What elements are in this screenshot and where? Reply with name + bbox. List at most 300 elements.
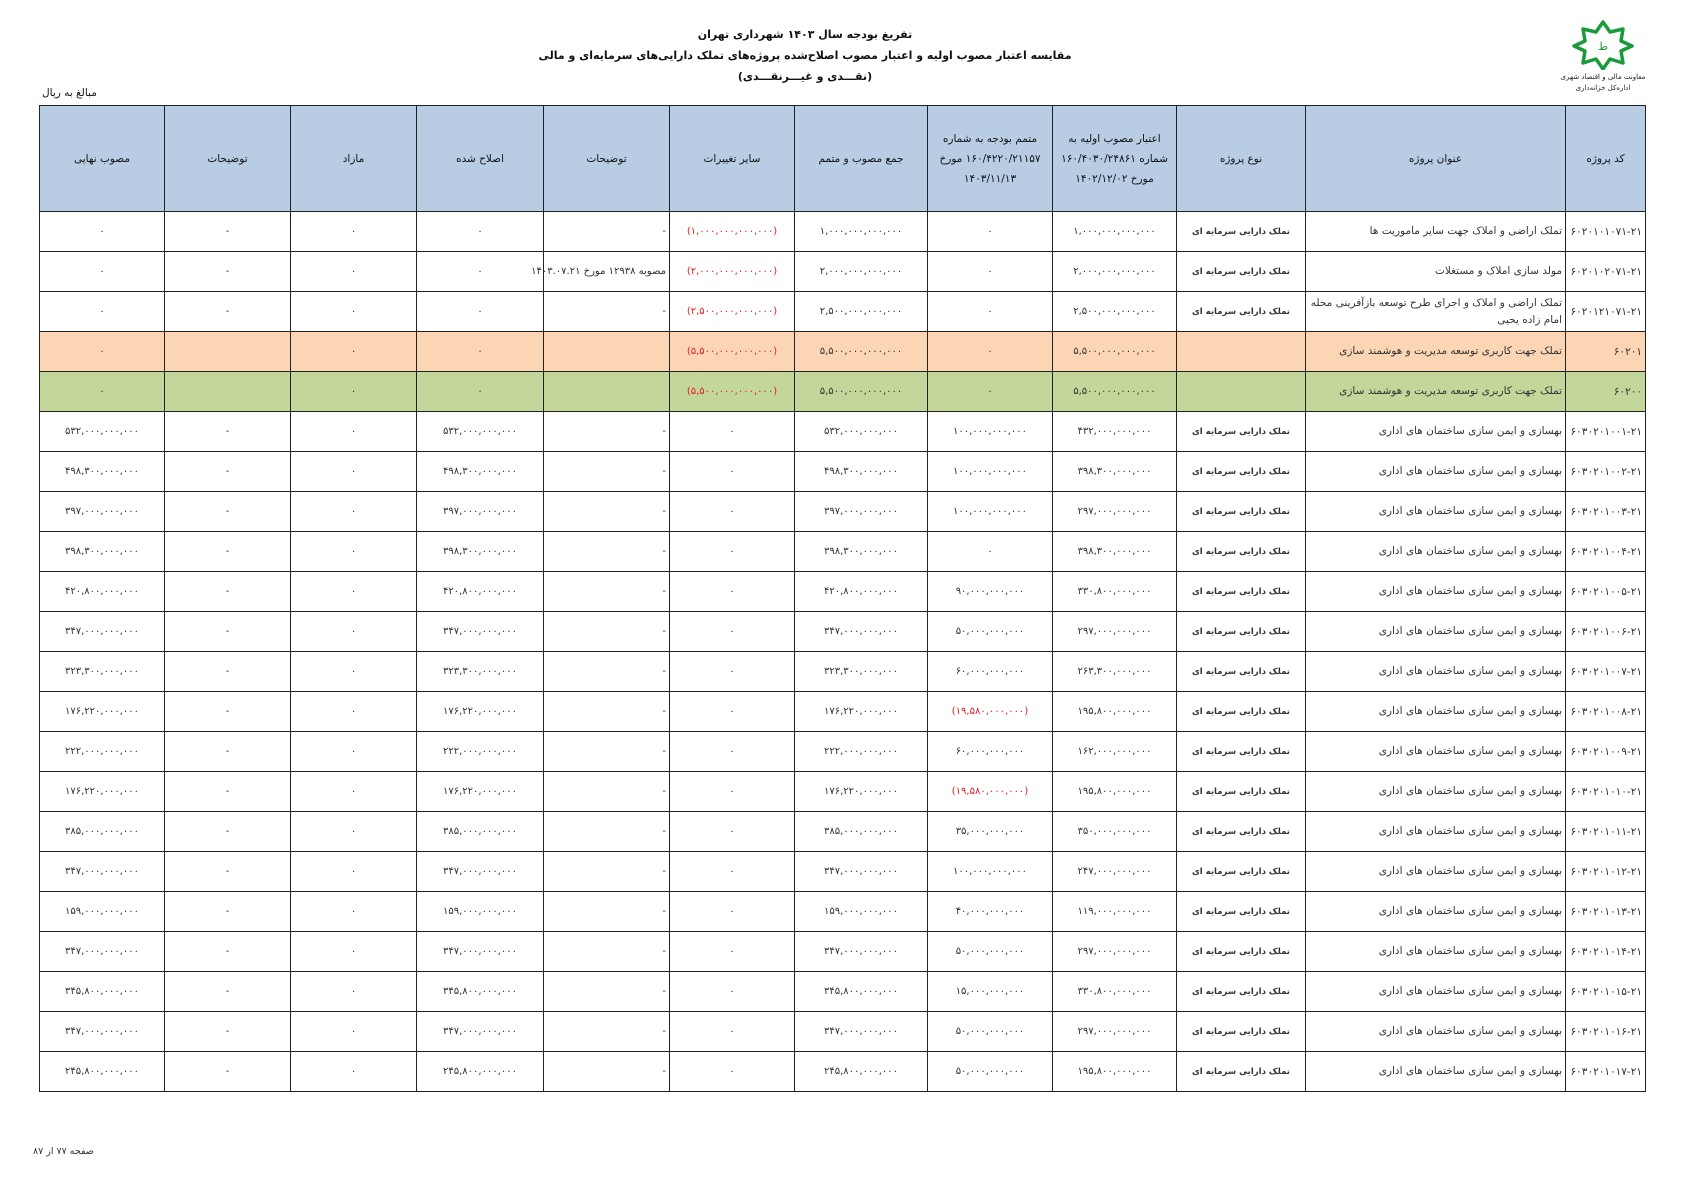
cell-other-changes: ۰ (670, 972, 795, 1012)
cell-project-title: بهسازی و ایمن سازی ساختمان های اداری (1306, 1012, 1566, 1052)
cell-notes-2: - (165, 292, 291, 332)
cell-other-changes: ۰ (670, 932, 795, 972)
cell-final-approved: ۰ (40, 332, 165, 372)
cell-other-changes: ۰ (670, 612, 795, 652)
cell-revised: ۳۴۷,۰۰۰,۰۰۰,۰۰۰ (417, 852, 544, 892)
project-code-text: ۶۰۳۰۲۰۱۰۰۶-۲۱ (1570, 625, 1642, 638)
cell-project-title: بهسازی و ایمن سازی ساختمان های اداری (1306, 412, 1566, 452)
cell-notes-2: - (165, 732, 291, 772)
cell-notes-2: - (165, 652, 291, 692)
project-code-text: ۶۰۳۰۲۰۱۰۰۳-۲۱ (1570, 505, 1642, 518)
cell-notes: - (544, 292, 670, 332)
cell-final-approved: ۳۹۸,۳۰۰,۰۰۰,۰۰۰ (40, 532, 165, 572)
cell-surplus: ۰ (291, 532, 417, 572)
project-code-text: ۶۰۳۰۲۰۱۰۱۲-۲۱ (1570, 865, 1642, 878)
cell-notes-2: - (165, 772, 291, 812)
cell-total-approved: ۲۲۲,۰۰۰,۰۰۰,۰۰۰ (795, 732, 928, 772)
cell-other-changes: ۰ (670, 1012, 795, 1052)
cell-project-title: بهسازی و ایمن سازی ساختمان های اداری (1306, 452, 1566, 492)
cell-project-type: تملک دارایی سرمایه ای (1177, 412, 1306, 452)
cell-other-changes: ۰ (670, 692, 795, 732)
cell-supplement: ۰ (928, 292, 1053, 332)
cell-project-code (1566, 252, 1646, 292)
cell-project-title: تملک جهت کاربری توسعه مدیریت و هوشمند سازی (1306, 332, 1566, 372)
cell-project-type (1177, 372, 1306, 412)
cell-project-type: تملک دارایی سرمایه ای (1177, 692, 1306, 732)
cell-total-approved: ۳۴۵,۸۰۰,۰۰۰,۰۰۰ (795, 972, 928, 1012)
cell-final-approved: ۳۴۷,۰۰۰,۰۰۰,۰۰۰ (40, 932, 165, 972)
cell-initial-approved: ۵,۵۰۰,۰۰۰,۰۰۰,۰۰۰ (1053, 372, 1177, 412)
table-row (40, 692, 1646, 732)
tehran-municipality-logo (1555, 20, 1651, 94)
cell-total-approved: ۴۲۰,۸۰۰,۰۰۰,۰۰۰ (795, 572, 928, 612)
cell-notes: - (544, 652, 670, 692)
cell-project-code (1566, 532, 1646, 572)
table-row (40, 532, 1646, 572)
cell-supplement: ۱۰۰,۰۰۰,۰۰۰,۰۰۰ (928, 452, 1053, 492)
cell-initial-approved: ۱,۰۰۰,۰۰۰,۰۰۰,۰۰۰ (1053, 212, 1177, 252)
svg-text:ط: ط (1597, 40, 1609, 53)
cell-revised: ۰ (417, 212, 544, 252)
table-header-row (40, 106, 1646, 212)
project-code-text: ۶۰۳۰۲۰۱۰۰۲-۲۱ (1570, 465, 1642, 478)
project-code-text: ۶۰۳۰۲۰۱۰۱۷-۲۱ (1570, 1065, 1642, 1078)
cell-final-approved: ۳۸۵,۰۰۰,۰۰۰,۰۰۰ (40, 812, 165, 852)
cell-notes-2: - (165, 412, 291, 452)
cell-total-approved: ۳۴۷,۰۰۰,۰۰۰,۰۰۰ (795, 1012, 928, 1052)
table-row (40, 612, 1646, 652)
cell-project-title: بهسازی و ایمن سازی ساختمان های اداری (1306, 732, 1566, 772)
cell-initial-approved: ۱۹۵,۸۰۰,۰۰۰,۰۰۰ (1053, 1052, 1177, 1092)
column-header-notes: توضیحات (544, 106, 670, 212)
cell-total-approved: ۲,۰۰۰,۰۰۰,۰۰۰,۰۰۰ (795, 252, 928, 292)
cell-project-code (1566, 732, 1646, 772)
cell-notes: - (544, 572, 670, 612)
cell-project-type: تملک دارایی سرمایه ای (1177, 772, 1306, 812)
project-code-text: ۶۰۳۰۲۰۱۰۰۹-۲۱ (1570, 745, 1642, 758)
cell-project-code (1566, 812, 1646, 852)
table-row (40, 1052, 1646, 1092)
cell-other-changes: (۵,۵۰۰,۰۰۰,۰۰۰,۰۰۰) (670, 372, 795, 412)
cell-project-title: تملک اراضی و املاک و اجرای طرح توسعه بازآفرینی محله امام زاده یحیی (1306, 292, 1566, 332)
cell-revised: ۴۹۸,۳۰۰,۰۰۰,۰۰۰ (417, 452, 544, 492)
cell-notes-2: - (165, 1012, 291, 1052)
cell-surplus: ۰ (291, 732, 417, 772)
cell-revised: ۰ (417, 252, 544, 292)
cell-final-approved: ۳۴۷,۰۰۰,۰۰۰,۰۰۰ (40, 1012, 165, 1052)
project-code-text: ۶۰۲۰۰ (1613, 385, 1642, 398)
currency-unit-note: مبالغ به ریال (42, 87, 97, 99)
cell-revised: ۳۴۷,۰۰۰,۰۰۰,۰۰۰ (417, 1012, 544, 1052)
cell-other-changes: (۱,۰۰۰,۰۰۰,۰۰۰,۰۰۰) (670, 212, 795, 252)
cell-notes: - (544, 692, 670, 732)
table-row (40, 972, 1646, 1012)
cell-surplus: ۰ (291, 1012, 417, 1052)
cell-notes-2: - (165, 852, 291, 892)
cell-total-approved: ۳۸۵,۰۰۰,۰۰۰,۰۰۰ (795, 812, 928, 852)
cell-final-approved: ۲۲۲,۰۰۰,۰۰۰,۰۰۰ (40, 732, 165, 772)
cell-revised: ۰ (417, 372, 544, 412)
cell-revised: ۱۷۶,۲۲۰,۰۰۰,۰۰۰ (417, 692, 544, 732)
table-row (40, 292, 1646, 332)
cell-project-code (1566, 852, 1646, 892)
cell-total-approved: ۳۴۷,۰۰۰,۰۰۰,۰۰۰ (795, 932, 928, 972)
cell-notes-2: - (165, 212, 291, 252)
cell-other-changes: ۰ (670, 892, 795, 932)
cell-notes-2: - (165, 892, 291, 932)
cell-project-type: تملک دارایی سرمایه ای (1177, 532, 1306, 572)
cell-initial-approved: ۱۶۲,۰۰۰,۰۰۰,۰۰۰ (1053, 732, 1177, 772)
table-row (40, 252, 1646, 292)
cell-total-approved: ۱۷۶,۲۲۰,۰۰۰,۰۰۰ (795, 772, 928, 812)
cell-notes (544, 372, 670, 412)
cell-total-approved: ۱,۰۰۰,۰۰۰,۰۰۰,۰۰۰ (795, 212, 928, 252)
cell-supplement: ۱۰۰,۰۰۰,۰۰۰,۰۰۰ (928, 492, 1053, 532)
cell-notes: - (544, 892, 670, 932)
cell-final-approved: ۰ (40, 372, 165, 412)
table-row (40, 332, 1646, 372)
cell-surplus: ۰ (291, 1052, 417, 1092)
column-header-other-changes: سایر تغییرات (670, 106, 795, 212)
cell-revised: ۰ (417, 332, 544, 372)
cell-supplement: ۱۰۰,۰۰۰,۰۰۰,۰۰۰ (928, 412, 1053, 452)
cell-project-type: تملک دارایی سرمایه ای (1177, 1012, 1306, 1052)
cell-project-type: تملک دارایی سرمایه ای (1177, 892, 1306, 932)
column-header-final-approved: مصوب نهایی (40, 106, 165, 212)
cell-supplement: ۶۰,۰۰۰,۰۰۰,۰۰۰ (928, 732, 1053, 772)
cell-surplus: ۰ (291, 332, 417, 372)
cell-initial-approved: ۳۹۸,۳۰۰,۰۰۰,۰۰۰ (1053, 532, 1177, 572)
cell-project-title: بهسازی و ایمن سازی ساختمان های اداری (1306, 772, 1566, 812)
cell-final-approved: ۳۹۷,۰۰۰,۰۰۰,۰۰۰ (40, 492, 165, 532)
page-number: صفحه ۷۷ از ۸۷ (33, 1146, 94, 1157)
cell-other-changes: ۰ (670, 532, 795, 572)
table-row (40, 892, 1646, 932)
cell-other-changes: ۰ (670, 772, 795, 812)
cell-revised: ۳۴۷,۰۰۰,۰۰۰,۰۰۰ (417, 612, 544, 652)
cell-initial-approved: ۵,۵۰۰,۰۰۰,۰۰۰,۰۰۰ (1053, 332, 1177, 372)
cell-initial-approved: ۴۳۲,۰۰۰,۰۰۰,۰۰۰ (1053, 412, 1177, 452)
table-row (40, 812, 1646, 852)
cell-notes: - (544, 1052, 670, 1092)
cell-project-title: تملک جهت کاربری توسعه مدیریت و هوشمند سازی (1306, 372, 1566, 412)
cell-project-type: تملک دارایی سرمایه ای (1177, 732, 1306, 772)
cell-project-type: تملک دارایی سرمایه ای (1177, 652, 1306, 692)
table-row (40, 732, 1646, 772)
cell-supplement: ۳۵,۰۰۰,۰۰۰,۰۰۰ (928, 812, 1053, 852)
logo-line-1: معاونت مالی و اقتصاد شهری (1560, 73, 1646, 81)
cell-surplus: ۰ (291, 212, 417, 252)
cell-other-changes: ۰ (670, 812, 795, 852)
cell-project-title: بهسازی و ایمن سازی ساختمان های اداری (1306, 852, 1566, 892)
cell-other-changes: ۰ (670, 492, 795, 532)
cell-final-approved: ۰ (40, 212, 165, 252)
cell-project-type: تملک دارایی سرمایه ای (1177, 492, 1306, 532)
cell-surplus: ۰ (291, 812, 417, 852)
cell-project-code (1566, 492, 1646, 532)
cell-project-type (1177, 332, 1306, 372)
cell-project-title: بهسازی و ایمن سازی ساختمان های اداری (1306, 812, 1566, 852)
project-code-text: ۶۰۳۰۲۰۱۰۱۱-۲۱ (1570, 825, 1642, 838)
cell-supplement: ۹۰,۰۰۰,۰۰۰,۰۰۰ (928, 572, 1053, 612)
cell-total-approved: ۳۲۳,۳۰۰,۰۰۰,۰۰۰ (795, 652, 928, 692)
cell-supplement: ۰ (928, 532, 1053, 572)
cell-project-code (1566, 572, 1646, 612)
cell-notes: - (544, 212, 670, 252)
cell-project-code (1566, 972, 1646, 1012)
table-row (40, 772, 1646, 812)
cell-final-approved: ۱۵۹,۰۰۰,۰۰۰,۰۰۰ (40, 892, 165, 932)
cell-initial-approved: ۲,۵۰۰,۰۰۰,۰۰۰,۰۰۰ (1053, 292, 1177, 332)
budget-table (39, 105, 1646, 1092)
table-row (40, 572, 1646, 612)
cell-surplus: ۰ (291, 572, 417, 612)
cell-other-changes: ۰ (670, 572, 795, 612)
cell-notes-2: - (165, 812, 291, 852)
cell-project-type: تملک دارایی سرمایه ای (1177, 972, 1306, 1012)
table-row (40, 212, 1646, 252)
column-header-initial-approved: اعتبار مصوب اولیه به شماره ۱۶۰/۴۰۳۰/۲۴۸۶۱ مورخ ۱۴۰۲/۱۲/۰۲ (1053, 106, 1177, 212)
cell-project-type: تملک دارایی سرمایه ای (1177, 572, 1306, 612)
cell-final-approved: ۱۷۶,۲۲۰,۰۰۰,۰۰۰ (40, 692, 165, 732)
cell-final-approved: ۰ (40, 292, 165, 332)
cell-final-approved: ۴۹۸,۳۰۰,۰۰۰,۰۰۰ (40, 452, 165, 492)
project-code-text: ۶۰۳۰۲۰۱۰۱۰-۲۱ (1570, 785, 1642, 798)
cell-project-title: تملک اراضی و املاک جهت سایر ماموریت ها (1306, 212, 1566, 252)
cell-project-code (1566, 1052, 1646, 1092)
cell-final-approved: ۲۴۵,۸۰۰,۰۰۰,۰۰۰ (40, 1052, 165, 1092)
cell-revised: ۵۳۲,۰۰۰,۰۰۰,۰۰۰ (417, 412, 544, 452)
column-header-surplus: مازاد (291, 106, 417, 212)
cell-other-changes: ۰ (670, 1052, 795, 1092)
column-header-project-title: عنوان پروژه (1306, 106, 1566, 212)
cell-project-type: تملک دارایی سرمایه ای (1177, 812, 1306, 852)
cell-notes: - (544, 812, 670, 852)
cell-final-approved: ۳۴۵,۸۰۰,۰۰۰,۰۰۰ (40, 972, 165, 1012)
cell-notes-2: - (165, 932, 291, 972)
cell-project-title: بهسازی و ایمن سازی ساختمان های اداری (1306, 572, 1566, 612)
cell-initial-approved: ۳۳۰,۸۰۰,۰۰۰,۰۰۰ (1053, 972, 1177, 1012)
cell-supplement: ۵۰,۰۰۰,۰۰۰,۰۰۰ (928, 1012, 1053, 1052)
title-line-3: (نقـــدی و غیـــرنقـــدی) (737, 70, 873, 83)
cell-notes: - (544, 1012, 670, 1052)
cell-surplus: ۰ (291, 452, 417, 492)
cell-project-type: تملک دارایی سرمایه ای (1177, 1052, 1306, 1092)
cell-supplement: ۱۰۰,۰۰۰,۰۰۰,۰۰۰ (928, 852, 1053, 892)
cell-other-changes: (۲,۰۰۰,۰۰۰,۰۰۰,۰۰۰) (670, 252, 795, 292)
cell-notes: مصوبه ۱۲۹۳۸ مورخ ۱۴۰۳.۰۷.۲۱ (544, 252, 670, 292)
cell-notes: - (544, 852, 670, 892)
cell-notes-2: - (165, 692, 291, 732)
cell-project-code (1566, 332, 1646, 372)
cell-notes-2 (165, 372, 291, 412)
cell-initial-approved: ۲۹۷,۰۰۰,۰۰۰,۰۰۰ (1053, 492, 1177, 532)
cell-notes-2 (165, 332, 291, 372)
project-code-text: ۶۰۳۰۲۰۱۰۱۵-۲۱ (1570, 985, 1642, 998)
cell-total-approved: ۱۷۶,۲۲۰,۰۰۰,۰۰۰ (795, 692, 928, 732)
cell-total-approved: ۳۴۷,۰۰۰,۰۰۰,۰۰۰ (795, 852, 928, 892)
cell-notes-2: - (165, 252, 291, 292)
cell-revised: ۳۸۵,۰۰۰,۰۰۰,۰۰۰ (417, 812, 544, 852)
project-code-text: ۶۰۳۰۲۰۱۰۱۴-۲۱ (1570, 945, 1642, 958)
cell-revised: ۱۷۶,۲۲۰,۰۰۰,۰۰۰ (417, 772, 544, 812)
cell-project-code (1566, 452, 1646, 492)
table-row (40, 452, 1646, 492)
cell-notes-2: - (165, 572, 291, 612)
cell-surplus: ۰ (291, 612, 417, 652)
cell-surplus: ۰ (291, 692, 417, 732)
cell-surplus: ۰ (291, 252, 417, 292)
cell-total-approved: ۳۹۸,۳۰۰,۰۰۰,۰۰۰ (795, 532, 928, 572)
table-row (40, 932, 1646, 972)
cell-notes: - (544, 732, 670, 772)
cell-project-title: بهسازی و ایمن سازی ساختمان های اداری (1306, 492, 1566, 532)
cell-supplement: ۰ (928, 252, 1053, 292)
cell-initial-approved: ۲۶۳,۳۰۰,۰۰۰,۰۰۰ (1053, 652, 1177, 692)
column-header-notes-2: توضیحات (165, 106, 291, 212)
cell-project-title: مولد سازی املاک و مستغلات (1306, 252, 1566, 292)
cell-supplement: ۰ (928, 372, 1053, 412)
cell-revised: ۳۴۵,۸۰۰,۰۰۰,۰۰۰ (417, 972, 544, 1012)
project-code-text: ۶۰۲۰۱۲۱۰۷۱-۲۱ (1570, 305, 1642, 318)
cell-notes: - (544, 972, 670, 1012)
cell-surplus: ۰ (291, 852, 417, 892)
cell-other-changes: (۵,۵۰۰,۰۰۰,۰۰۰,۰۰۰) (670, 332, 795, 372)
project-code-text: ۶۰۳۰۲۰۱۰۰۴-۲۱ (1570, 545, 1642, 558)
cell-project-code (1566, 1012, 1646, 1052)
cell-supplement: ۵۰,۰۰۰,۰۰۰,۰۰۰ (928, 1052, 1053, 1092)
cell-project-type: تملک دارایی سرمایه ای (1177, 932, 1306, 972)
cell-project-type: تملک دارایی سرمایه ای (1177, 252, 1306, 292)
cell-final-approved: ۵۳۲,۰۰۰,۰۰۰,۰۰۰ (40, 412, 165, 452)
cell-revised: ۱۵۹,۰۰۰,۰۰۰,۰۰۰ (417, 892, 544, 932)
cell-initial-approved: ۳۹۸,۳۰۰,۰۰۰,۰۰۰ (1053, 452, 1177, 492)
cell-total-approved: ۳۹۷,۰۰۰,۰۰۰,۰۰۰ (795, 492, 928, 532)
cell-other-changes: ۰ (670, 732, 795, 772)
cell-notes-2: - (165, 972, 291, 1012)
cell-project-type: تملک دارایی سرمایه ای (1177, 452, 1306, 492)
cell-revised: ۳۲۳,۳۰۰,۰۰۰,۰۰۰ (417, 652, 544, 692)
project-code-text: ۶۰۳۰۲۰۱۰۱۶-۲۱ (1570, 1025, 1642, 1038)
cell-notes: - (544, 612, 670, 652)
cell-project-code (1566, 772, 1646, 812)
cell-revised: ۳۹۷,۰۰۰,۰۰۰,۰۰۰ (417, 492, 544, 532)
cell-surplus: ۰ (291, 492, 417, 532)
cell-final-approved: ۴۲۰,۸۰۰,۰۰۰,۰۰۰ (40, 572, 165, 612)
cell-revised: ۳۹۸,۳۰۰,۰۰۰,۰۰۰ (417, 532, 544, 572)
cell-notes: - (544, 932, 670, 972)
cell-total-approved: ۲,۵۰۰,۰۰۰,۰۰۰,۰۰۰ (795, 292, 928, 332)
cell-project-code (1566, 652, 1646, 692)
table-row (40, 652, 1646, 692)
cell-initial-approved: ۲,۰۰۰,۰۰۰,۰۰۰,۰۰۰ (1053, 252, 1177, 292)
cell-initial-approved: ۳۳۰,۸۰۰,۰۰۰,۰۰۰ (1053, 572, 1177, 612)
cell-notes-2: - (165, 1052, 291, 1092)
cell-surplus: ۰ (291, 892, 417, 932)
cell-project-title: بهسازی و ایمن سازی ساختمان های اداری (1306, 692, 1566, 732)
cell-notes: - (544, 452, 670, 492)
table-row (40, 1012, 1646, 1052)
column-header-revised: اصلاح شده (417, 106, 544, 212)
cell-final-approved: ۳۴۷,۰۰۰,۰۰۰,۰۰۰ (40, 852, 165, 892)
cell-initial-approved: ۱۱۹,۰۰۰,۰۰۰,۰۰۰ (1053, 892, 1177, 932)
table-row (40, 372, 1646, 412)
cell-project-code (1566, 292, 1646, 332)
cell-final-approved: ۳۴۷,۰۰۰,۰۰۰,۰۰۰ (40, 612, 165, 652)
column-header-total-approved: جمع مصوب و متمم (795, 106, 928, 212)
cell-initial-approved: ۲۹۷,۰۰۰,۰۰۰,۰۰۰ (1053, 932, 1177, 972)
cell-supplement: ۶۰,۰۰۰,۰۰۰,۰۰۰ (928, 652, 1053, 692)
cell-final-approved: ۱۷۶,۲۲۰,۰۰۰,۰۰۰ (40, 772, 165, 812)
cell-total-approved: ۵,۵۰۰,۰۰۰,۰۰۰,۰۰۰ (795, 372, 928, 412)
cell-notes: - (544, 412, 670, 452)
cell-surplus: ۰ (291, 652, 417, 692)
cell-notes-2: - (165, 612, 291, 652)
project-code-text: ۶۰۳۰۲۰۱۰۰۱-۲۱ (1570, 425, 1642, 438)
cell-project-code (1566, 372, 1646, 412)
column-header-project-code: کد پروژه (1566, 106, 1646, 212)
cell-supplement: ۰ (928, 212, 1053, 252)
project-code-text: ۶۰۲۰۱ (1613, 345, 1642, 358)
cell-other-changes: ۰ (670, 412, 795, 452)
cell-project-code (1566, 692, 1646, 732)
cell-other-changes: ۰ (670, 852, 795, 892)
title-line-1: تفریغ بودجه سال ۱۴۰۳ شهرداری تهران (697, 28, 913, 41)
cell-revised: ۰ (417, 292, 544, 332)
cell-supplement: ۵۰,۰۰۰,۰۰۰,۰۰۰ (928, 612, 1053, 652)
cell-notes-2: - (165, 492, 291, 532)
cell-project-code (1566, 212, 1646, 252)
cell-project-title: بهسازی و ایمن سازی ساختمان های اداری (1306, 1052, 1566, 1092)
cell-total-approved: ۳۴۷,۰۰۰,۰۰۰,۰۰۰ (795, 612, 928, 652)
table-row (40, 492, 1646, 532)
cell-project-title: بهسازی و ایمن سازی ساختمان های اداری (1306, 532, 1566, 572)
cell-surplus: ۰ (291, 412, 417, 452)
cell-surplus: ۰ (291, 772, 417, 812)
cell-initial-approved: ۲۹۷,۰۰۰,۰۰۰,۰۰۰ (1053, 612, 1177, 652)
cell-revised: ۳۴۷,۰۰۰,۰۰۰,۰۰۰ (417, 932, 544, 972)
cell-project-code (1566, 412, 1646, 452)
cell-notes: - (544, 772, 670, 812)
cell-supplement: ۱۵,۰۰۰,۰۰۰,۰۰۰ (928, 972, 1053, 1012)
cell-supplement: (۱۹,۵۸۰,۰۰۰,۰۰۰) (928, 772, 1053, 812)
cell-supplement: ۴۰,۰۰۰,۰۰۰,۰۰۰ (928, 892, 1053, 932)
project-code-text: ۶۰۳۰۲۰۱۰۰۸-۲۱ (1570, 705, 1642, 718)
cell-initial-approved: ۲۹۷,۰۰۰,۰۰۰,۰۰۰ (1053, 1012, 1177, 1052)
cell-surplus: ۰ (291, 372, 417, 412)
project-code-text: ۶۰۳۰۲۰۱۰۱۳-۲۱ (1570, 905, 1642, 918)
cell-supplement: (۱۹,۵۸۰,۰۰۰,۰۰۰) (928, 692, 1053, 732)
cell-project-title: بهسازی و ایمن سازی ساختمان های اداری (1306, 652, 1566, 692)
cell-other-changes: ۰ (670, 652, 795, 692)
project-code-text: ۶۰۲۰۱۰۲۰۷۱-۲۱ (1570, 265, 1642, 278)
column-header-supplement: متمم بودجه به شماره ۱۶۰/۴۲۲۰/۲۱۱۵۷ مورخ ۱۴۰۳/۱۱/۱۳ (928, 106, 1053, 212)
cell-notes (544, 332, 670, 372)
cell-initial-approved: ۳۵۰,۰۰۰,۰۰۰,۰۰۰ (1053, 812, 1177, 852)
cell-project-title: بهسازی و ایمن سازی ساختمان های اداری (1306, 612, 1566, 652)
cell-surplus: ۰ (291, 932, 417, 972)
project-code-text: ۶۰۳۰۲۰۱۰۰۷-۲۱ (1570, 665, 1642, 678)
cell-project-code (1566, 932, 1646, 972)
cell-total-approved: ۴۹۸,۳۰۰,۰۰۰,۰۰۰ (795, 452, 928, 492)
cell-project-code (1566, 612, 1646, 652)
cell-project-title: بهسازی و ایمن سازی ساختمان های اداری (1306, 972, 1566, 1012)
cell-project-title: بهسازی و ایمن سازی ساختمان های اداری (1306, 892, 1566, 932)
cell-notes: - (544, 532, 670, 572)
document-title (505, 24, 1105, 87)
cell-final-approved: ۰ (40, 252, 165, 292)
cell-initial-approved: ۱۹۵,۸۰۰,۰۰۰,۰۰۰ (1053, 692, 1177, 732)
